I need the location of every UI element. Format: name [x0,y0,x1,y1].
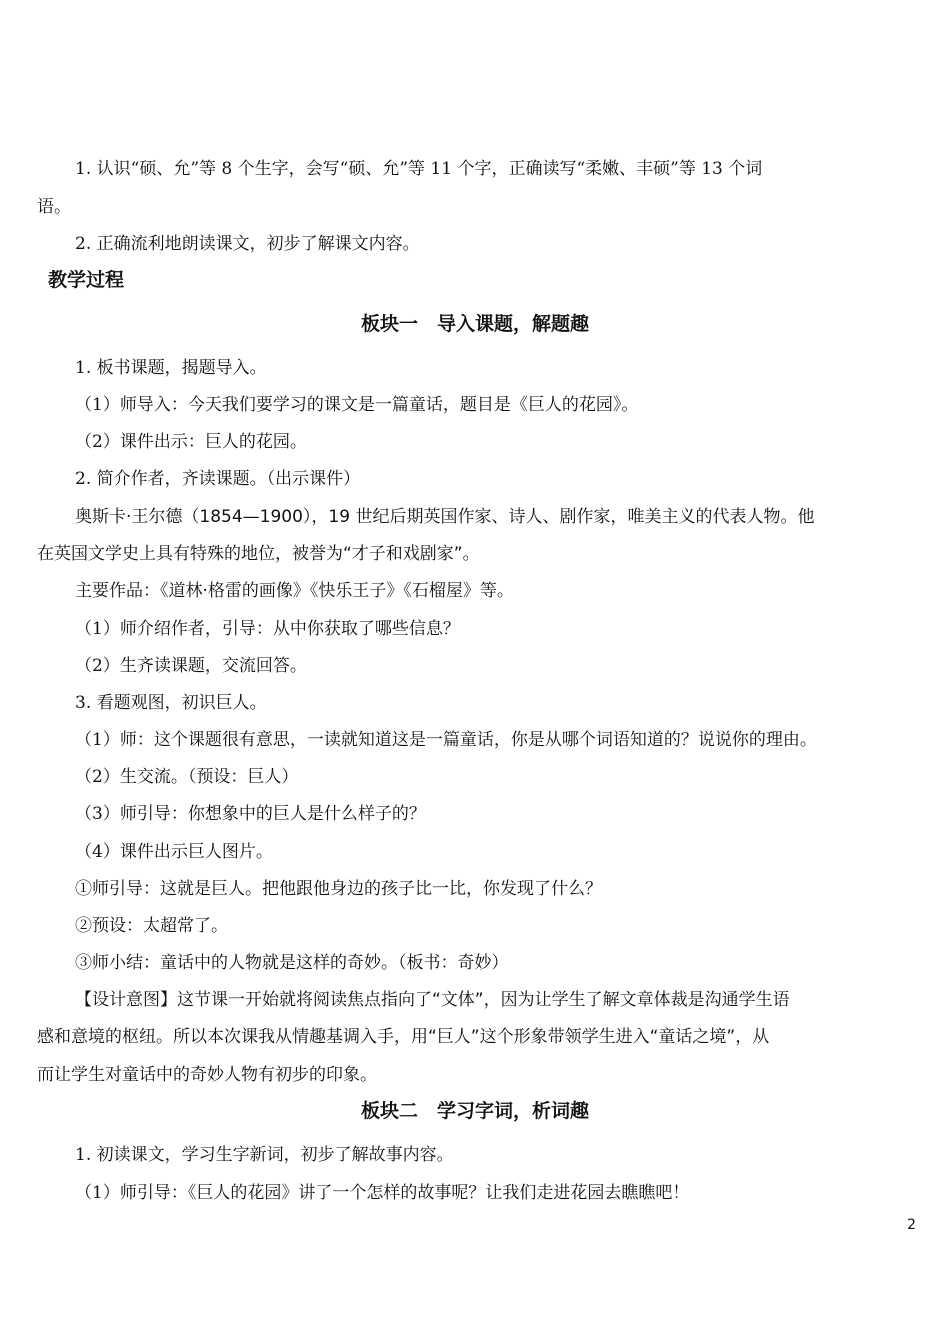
design-intent-line-1: 【设计意图】这节课一开始就将阅读焦点指向了“文体”，因为让学生了解文章体裁是沟通学生语 [75,990,790,1010]
section-1-line: （3）师引导：你想象中的巨人是什么样子的？ [75,804,426,824]
author-intro-line-1: 奥斯卡·王尔德（1854—1900），19 世纪后期英国作家、诗人、剧作家，唯美主义的代表人物。他 [75,507,815,527]
section-1-line: （1）师导入：今天我们要学习的课文是一篇童话，题目是《巨人的花园》。 [75,395,639,415]
section-1-line: ②预设：太超常了。 [75,916,228,936]
section-1-line: 主要作品：《道林·格雷的画像》《快乐王子》《石榴屋》等。 [75,581,514,601]
section-1-line: ①师引导：这就是巨人。把他跟他身边的孩子比一比，你发现了什么？ [75,879,602,899]
section-2-line: （1）师引导：《巨人的花园》讲了一个怎样的故事呢？让我们走进花园去瞧瞧吧！ [75,1183,690,1203]
section-1-line: （2）生齐读课题，交流回答。 [75,656,307,676]
section-2-line: 1. 初读课文，学习生字新词，初步了解故事内容。 [75,1145,454,1165]
section-1-line: （1）师：这个课题很有意思，一读就知道这是一篇童话，你是从哪个词语知道的？说说你的理由。 [75,730,817,750]
section-1-line: （2）生交流。（预设：巨人） [75,767,299,787]
design-intent-line-3: 而让学生对童话中的奇妙人物有初步的印象。 [37,1065,377,1085]
design-intent-line-2: 感和意境的枢纽。所以本次课我从情趣基调入手，用“巨人”这个形象带领学生进入“童话之境”，从 [37,1027,770,1047]
section-1-line: （2）课件出示：巨人的花园。 [75,432,307,452]
process-heading: 教学过程 [48,269,125,291]
section-1-line: 3. 看题观图，初识巨人。 [75,693,267,713]
section-1-title: 板块一 导入课题，解题趣 [360,313,589,335]
section-1-line: 1. 板书课题，揭题导入。 [75,358,267,378]
page-number: 2 [907,1217,916,1233]
objective-1-line-2: 语。 [37,197,71,217]
section-1-line: ③师小结：童话中的人物就是这样的奇妙。（板书：奇妙） [75,953,509,973]
objective-2: 2. 正确流利地朗读课文，初步了解课文内容。 [75,234,420,254]
section-2-title: 板块二 学习字词，析词趣 [360,1100,589,1122]
section-1-line: （4）课件出示巨人图片。 [75,842,273,862]
section-1-line: 2. 简介作者，齐读课题。（出示课件） [75,469,361,489]
author-intro-line-2: 在英国文学史上具有特殊的地位，被誉为“才子和戏剧家”。 [37,544,480,564]
section-1-line: （1）师介绍作者，引导：从中你获取了哪些信息？ [75,619,460,639]
objective-1-line-1: 1. 认识“硕、允”等 8 个生字，会写“硕、允”等 11 个字，正确读写“柔嫩、丰硕”等 13 个词 [75,159,763,179]
